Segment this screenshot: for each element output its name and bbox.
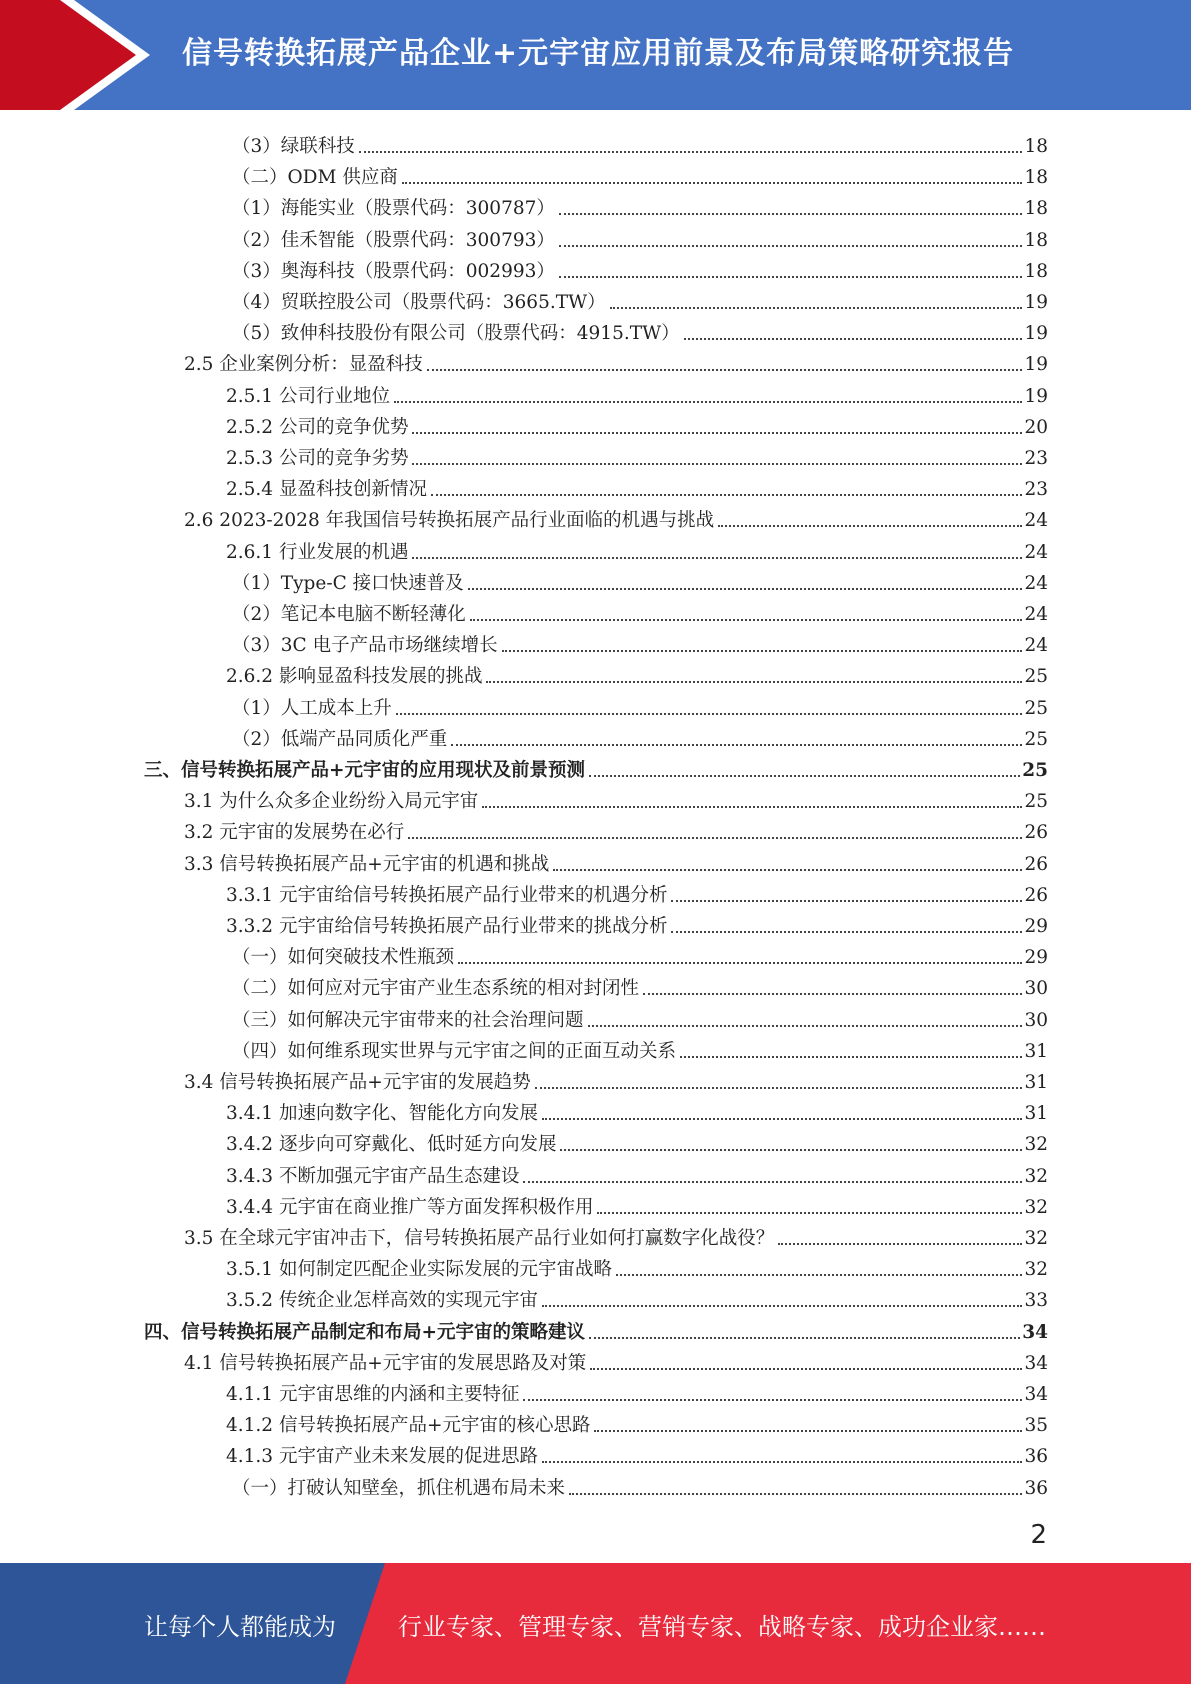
toc-entry[interactable] bbox=[226, 877, 1048, 907]
toc-entry[interactable] bbox=[232, 222, 1048, 252]
toc-entry-page: 25 bbox=[1024, 791, 1048, 813]
toc-entry-title: 4.1.1 元宇宙思维的内涵和主要特征 bbox=[226, 1384, 520, 1405]
toc-entry-title: （3）绿联科技 bbox=[232, 136, 355, 157]
toc-entry-page: 32 bbox=[1024, 1259, 1048, 1281]
toc-entry-title: 3.3 信号转换拓展产品+元宇宙的机遇和挑战 bbox=[184, 853, 550, 875]
toc-entry-title: 3.1 为什么众多企业纷纷入局元宇宙 bbox=[184, 791, 479, 813]
toc-entry-page: 35 bbox=[1024, 1415, 1048, 1437]
toc-entry-page: 34 bbox=[1022, 1321, 1048, 1343]
toc-entry-title: 四、信号转换拓展产品制定和布局+元宇宙的策略建议 bbox=[144, 1321, 586, 1343]
toc-entry-page: 29 bbox=[1024, 947, 1048, 969]
toc-entry[interactable] bbox=[232, 1033, 1048, 1063]
toc-entry-page: 30 bbox=[1024, 1009, 1048, 1031]
toc-entry-title: （2）佳禾智能（股票代码：300793） bbox=[232, 229, 555, 251]
toc-leader-dots bbox=[502, 650, 1023, 652]
toc-entry[interactable] bbox=[226, 1158, 1048, 1188]
toc-leader-dots bbox=[470, 619, 1023, 621]
toc-entry-title: 2.5.4 显盈科技创新情况 bbox=[226, 479, 427, 501]
toc-entry-title: 3.4.1 加速向数字化、智能化方向发展 bbox=[226, 1103, 538, 1125]
toc-entry[interactable] bbox=[184, 846, 1048, 876]
toc-entry-page: 18 bbox=[1024, 136, 1048, 157]
toc-entry-title: 3.3.1 元宇宙给信号转换拓展产品行业带来的机遇分析 bbox=[226, 884, 668, 906]
report-title: 信号转换拓展产品企业+元宇宙应用前景及布局策略研究报告 bbox=[182, 36, 1015, 71]
page-number: 2 bbox=[1030, 1520, 1047, 1550]
toc-leader-dots bbox=[359, 151, 1023, 153]
toc-entry-page: 34 bbox=[1024, 1384, 1048, 1405]
toc-entry-page: 24 bbox=[1024, 510, 1048, 532]
toc-entry[interactable] bbox=[232, 565, 1048, 595]
toc-entry[interactable] bbox=[226, 409, 1048, 439]
toc-entry-title: 4.1 信号转换拓展产品+元宇宙的发展思路及对策 bbox=[184, 1352, 587, 1374]
toc-entry-title: 2.5.3 公司的竞争劣势 bbox=[226, 448, 409, 469]
toc-leader-dots bbox=[458, 962, 1022, 964]
toc-leader-dots bbox=[451, 744, 1022, 746]
toc-entry-title: 3.5.2 传统企业怎样高效的实现元宇宙 bbox=[226, 1290, 538, 1312]
toc-entry[interactable] bbox=[226, 1282, 1048, 1312]
toc-entry[interactable] bbox=[232, 190, 1048, 220]
toc-leader-dots bbox=[590, 1368, 1022, 1370]
toc-entry-title: （1）人工成本上升 bbox=[232, 697, 392, 719]
toc-entry-page: 30 bbox=[1024, 978, 1048, 1000]
toc-entry-title: （三）如何解决元宇宙带来的社会治理问题 bbox=[232, 1009, 584, 1031]
toc-entry-page: 20 bbox=[1024, 416, 1048, 438]
toc-entry-title: （5）致伸科技股份有限公司（股票代码：4915.TW） bbox=[232, 323, 680, 345]
toc-entry-title: （2）笔记本电脑不断轻薄化 bbox=[232, 604, 466, 625]
toc-entry-page: 19 bbox=[1024, 385, 1048, 407]
toc-leader-dots bbox=[671, 931, 1022, 933]
toc-entry[interactable] bbox=[232, 128, 1048, 158]
toc-entry-title: 3.4.2 逐步向可穿戴化、低时延方向发展 bbox=[226, 1134, 557, 1156]
toc-entry-title: 3.3.2 元宇宙给信号转换拓展产品行业带来的挑战分析 bbox=[226, 916, 668, 937]
toc-leader-dots bbox=[412, 463, 1022, 465]
toc-entry-title: 4.1.2 信号转换拓展产品+元宇宙的核心思路 bbox=[226, 1415, 591, 1437]
toc-leader-dots bbox=[671, 900, 1022, 902]
toc-entry-page: 31 bbox=[1024, 1072, 1048, 1093]
toc-entry-page: 32 bbox=[1024, 1134, 1048, 1156]
toc-leader-dots bbox=[610, 307, 1023, 309]
toc-leader-dots bbox=[597, 1212, 1022, 1214]
toc-entry-page: 18 bbox=[1024, 198, 1048, 220]
toc-leader-dots bbox=[408, 837, 1022, 839]
toc-entry-page: 32 bbox=[1024, 1196, 1048, 1218]
toc-entry-page: 36 bbox=[1024, 1446, 1048, 1468]
toc-entry-page: 24 bbox=[1024, 572, 1048, 594]
toc-entry-page: 19 bbox=[1024, 292, 1048, 313]
toc-entry-page: 32 bbox=[1024, 1228, 1048, 1249]
toc-entry-page: 18 bbox=[1024, 167, 1048, 189]
toc-entry-title: （一）打破认知壁垒，抓住机遇布局未来 bbox=[232, 1477, 566, 1499]
toc-entry-page: 26 bbox=[1024, 822, 1048, 844]
toc-leader-dots bbox=[402, 182, 1023, 184]
toc-entry-title: （3）3C 电子产品市场继续增长 bbox=[232, 635, 498, 657]
toc-entry-page: 25 bbox=[1024, 728, 1048, 750]
toc-entry[interactable] bbox=[226, 1438, 1048, 1468]
toc-entry[interactable] bbox=[232, 970, 1048, 1000]
toc-entry[interactable] bbox=[184, 1064, 1048, 1094]
toc-entry-title: 2.6 2023-2028 年我国信号转换拓展产品行业面临的机遇与挑战 bbox=[184, 510, 715, 532]
toc-entry[interactable] bbox=[226, 1189, 1048, 1219]
toc-entry[interactable] bbox=[226, 378, 1048, 408]
header-red-chevron bbox=[0, 0, 140, 110]
toc-entry-page: 34 bbox=[1024, 1352, 1048, 1374]
toc-entry-title: （二）ODM 供应商 bbox=[232, 167, 398, 189]
toc-leader-dots bbox=[559, 245, 1023, 247]
toc-leader-dots bbox=[559, 276, 1023, 278]
toc-entry-page: 26 bbox=[1024, 853, 1048, 875]
toc-entry[interactable] bbox=[232, 1470, 1048, 1500]
toc-leader-dots bbox=[468, 588, 1023, 590]
toc-entry-title: 3.4.4 元宇宙在商业推广等方面发挥积极作用 bbox=[226, 1196, 594, 1218]
toc-leader-dots bbox=[594, 1430, 1022, 1432]
toc-entry[interactable] bbox=[226, 658, 1048, 688]
toc-entry-title: （2）低端产品同质化严重 bbox=[232, 728, 448, 750]
toc-entry-page: 23 bbox=[1024, 479, 1048, 501]
toc-entry-title: 3.2 元宇宙的发展势在必行 bbox=[184, 822, 405, 844]
toc-leader-dots bbox=[560, 1149, 1022, 1151]
toc-entry[interactable] bbox=[226, 1095, 1048, 1125]
toc-entry-title: （二）如何应对元宇宙产业生态系统的相对封闭性 bbox=[232, 978, 640, 1000]
page-footer bbox=[0, 1563, 1191, 1684]
toc-entry[interactable] bbox=[184, 502, 1048, 532]
toc-entry-page: 18 bbox=[1024, 229, 1048, 251]
toc-entry[interactable] bbox=[232, 253, 1048, 283]
toc-entry-title: 3.5.1 如何制定匹配企业实际发展的元宇宙战略 bbox=[226, 1259, 612, 1281]
toc-entry[interactable] bbox=[184, 1345, 1048, 1375]
toc-leader-dots bbox=[412, 432, 1022, 434]
toc-entry-page: 31 bbox=[1024, 1040, 1048, 1062]
toc-entry-page: 31 bbox=[1024, 1103, 1048, 1125]
toc-entry-page: 33 bbox=[1024, 1290, 1048, 1312]
toc-entry-title: 3.5 在全球元宇宙冲击下，信号转换拓展产品行业如何打赢数字化战役？ bbox=[184, 1228, 775, 1249]
toc-leader-dots bbox=[396, 713, 1023, 715]
footer-slogan-right: 行业专家、管理专家、营销专家、战略专家、成功企业家…… bbox=[398, 1613, 1046, 1641]
toc-leader-dots bbox=[542, 1118, 1022, 1120]
toc-entry[interactable] bbox=[226, 471, 1048, 501]
toc-entry-title: （3）奥海科技（股票代码：002993） bbox=[232, 260, 555, 282]
toc-leader-dots bbox=[616, 1274, 1022, 1276]
toc-entry[interactable] bbox=[184, 1220, 1048, 1250]
toc-entry-title: （1）海能实业（股票代码：300787） bbox=[232, 198, 555, 220]
toc-leader-dots bbox=[482, 806, 1022, 808]
toc-entry-title: （一）如何突破技术性瓶颈 bbox=[232, 947, 455, 969]
toc-leader-dots bbox=[535, 1087, 1023, 1089]
toc-entry-title: （4）贸联控股公司（股票代码：3665.TW） bbox=[232, 292, 606, 313]
toc-leader-dots bbox=[559, 213, 1023, 215]
toc-entry-title: 2.5 企业案例分析：显盈科技 bbox=[184, 354, 423, 376]
toc-leader-dots bbox=[588, 1025, 1023, 1027]
toc-entry[interactable] bbox=[144, 752, 1048, 782]
toc-entry-title: （四）如何维系现实世界与元宇宙之间的正面互动关系 bbox=[232, 1040, 677, 1062]
toc-entry[interactable] bbox=[232, 284, 1048, 314]
toc-entry-title: （1）Type-C 接口快速普及 bbox=[232, 572, 464, 594]
toc-entry-page: 29 bbox=[1024, 916, 1048, 937]
toc-leader-dots bbox=[569, 1493, 1022, 1495]
toc-entry-title: 2.6.2 影响显盈科技发展的挑战 bbox=[226, 666, 483, 688]
toc-leader-dots bbox=[427, 369, 1023, 371]
toc-entry-title: 3.4.3 不断加强元宇宙产品生态建设 bbox=[226, 1165, 520, 1187]
toc-leader-dots bbox=[778, 1243, 1022, 1245]
toc-entry[interactable] bbox=[232, 939, 1048, 969]
toc-entry[interactable] bbox=[232, 627, 1048, 657]
toc-leader-dots bbox=[643, 993, 1022, 995]
toc-entry-page: 36 bbox=[1024, 1477, 1048, 1499]
toc-entry-page: 19 bbox=[1024, 323, 1048, 345]
toc-entry[interactable] bbox=[232, 315, 1048, 345]
toc-leader-dots bbox=[412, 557, 1022, 559]
toc-leader-dots bbox=[542, 1461, 1022, 1463]
toc-leader-dots bbox=[718, 525, 1022, 527]
toc-entry-title: 2.5.2 公司的竞争优势 bbox=[226, 416, 409, 438]
toc-entry[interactable] bbox=[226, 1251, 1048, 1281]
toc-leader-dots bbox=[589, 775, 1020, 777]
toc-entry[interactable] bbox=[232, 690, 1048, 720]
toc-entry-page: 19 bbox=[1024, 354, 1048, 376]
toc-entry-title: 三、信号转换拓展产品+元宇宙的应用现状及前景预测 bbox=[144, 760, 586, 781]
toc-leader-dots bbox=[523, 1399, 1022, 1401]
toc-entry[interactable] bbox=[226, 908, 1048, 938]
toc-entry[interactable] bbox=[184, 814, 1048, 844]
toc-entry-page: 24 bbox=[1024, 635, 1048, 657]
toc-entry[interactable] bbox=[232, 159, 1048, 189]
toc-entry[interactable] bbox=[184, 783, 1048, 813]
toc-entry-page: 23 bbox=[1024, 448, 1048, 469]
toc-leader-dots bbox=[680, 1056, 1022, 1058]
toc-entry[interactable] bbox=[232, 721, 1048, 751]
toc-entry[interactable] bbox=[226, 534, 1048, 564]
toc-entry-page: 25 bbox=[1022, 760, 1048, 781]
toc-entry[interactable] bbox=[226, 1407, 1048, 1437]
toc-entry-page: 25 bbox=[1024, 697, 1048, 719]
toc-leader-dots bbox=[589, 1337, 1020, 1339]
toc-entry-page: 24 bbox=[1024, 541, 1048, 563]
page-header bbox=[0, 0, 1191, 110]
toc-entry-page: 25 bbox=[1024, 666, 1048, 688]
toc-leader-dots bbox=[394, 401, 1022, 403]
toc-entry[interactable] bbox=[144, 1314, 1048, 1344]
toc-entry[interactable] bbox=[184, 346, 1048, 376]
toc-leader-dots bbox=[523, 1181, 1022, 1183]
toc-entry-page: 26 bbox=[1024, 884, 1048, 906]
toc-leader-dots bbox=[684, 338, 1023, 340]
toc-leader-dots bbox=[431, 494, 1022, 496]
toc-entry[interactable] bbox=[226, 1126, 1048, 1156]
toc-entry-page: 32 bbox=[1024, 1165, 1048, 1187]
toc-entry[interactable] bbox=[226, 440, 1048, 470]
toc-leader-dots bbox=[553, 869, 1022, 871]
toc-entry-title: 2.6.1 行业发展的机遇 bbox=[226, 541, 409, 563]
toc-entry-page: 24 bbox=[1024, 604, 1048, 625]
toc-leader-dots bbox=[486, 681, 1022, 683]
toc-entry-title: 2.5.1 公司行业地位 bbox=[226, 385, 390, 407]
toc-entry[interactable] bbox=[232, 596, 1048, 626]
toc-entry[interactable] bbox=[226, 1376, 1048, 1406]
footer-slogan-left: 让每个人都能成为 bbox=[144, 1613, 336, 1641]
toc-entry-title: 4.1.3 元宇宙产业未来发展的促进思路 bbox=[226, 1446, 538, 1468]
toc-entry-title: 3.4 信号转换拓展产品+元宇宙的发展趋势 bbox=[184, 1072, 531, 1093]
toc-entry-page: 18 bbox=[1024, 260, 1048, 282]
toc-entry[interactable] bbox=[232, 1002, 1048, 1032]
toc-leader-dots bbox=[542, 1305, 1022, 1307]
